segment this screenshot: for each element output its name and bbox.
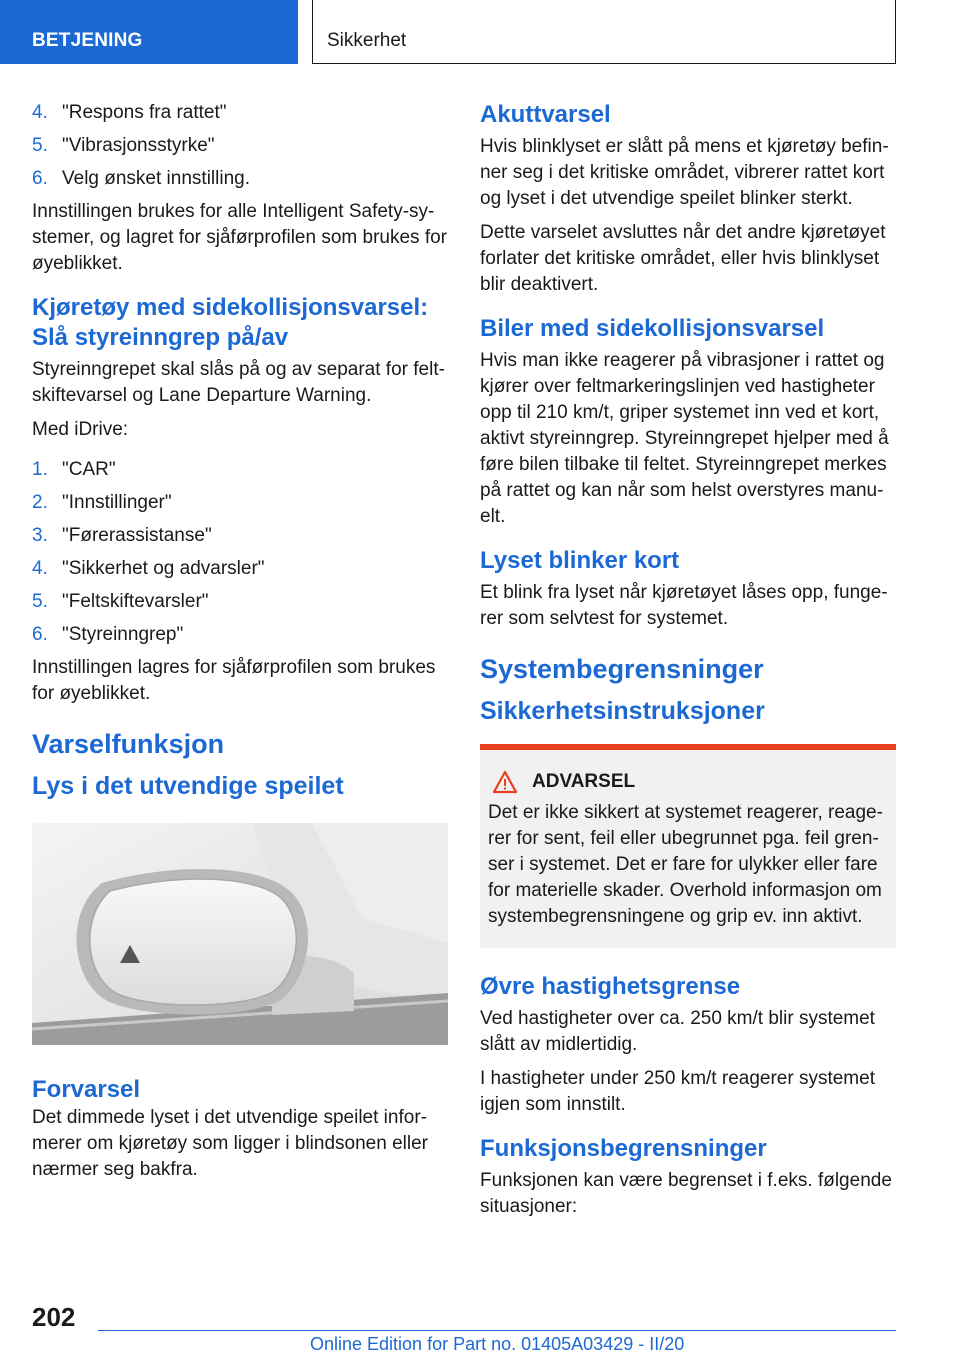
- list-item: [32, 133, 450, 159]
- section-label: BETJENING: [32, 30, 143, 51]
- chapter-title: Systembegrensninger: [480, 654, 764, 684]
- chapter-subtitle: Sikkerhetsinstruksjoner: [480, 697, 765, 725]
- paragraph: Styreinngrepet skal slås på og av separat for feltskiftevarsel og Lane Departure Warning.: [32, 359, 445, 406]
- left-column: [32, 100, 450, 1191]
- footer-divider: [98, 1330, 896, 1331]
- paragraph: Hvis blinklyset er slått på mens et kjøretøy befinner seg i det kritiske området, vibrerer rattet kort og lyset i det utvendige speilet blinker sterkt.: [480, 136, 889, 209]
- topic-tab: [312, 0, 896, 64]
- section-heading: Akuttvarsel: [480, 101, 611, 128]
- paragraph: Med iDrive:: [32, 419, 129, 440]
- paragraph: Et blink fra lyset når kjøretøyet låses opp, fungerer som selvtest for systemet.: [480, 582, 888, 629]
- section-heading: Lyset blinker kort: [480, 547, 680, 574]
- list-number: 5.: [32, 135, 48, 156]
- section-heading: Kjøretøy med sidekollisjonsvarsel: Slå styreinngrep på/av: [32, 294, 429, 351]
- paragraph: Ved hastigheter over ca. 250 km/t blir systemet slått av midlertidig.: [480, 1008, 875, 1055]
- paragraph: Innstillingen lagres for sjåførprofilen som brukes for øyeblikket.: [32, 657, 436, 704]
- list-number: 5.: [32, 591, 48, 612]
- list-text: "Sikkerhet og advarsler": [62, 558, 265, 579]
- section-heading: Funksjonsbegrensninger: [480, 1135, 767, 1162]
- page-number: 202: [32, 1302, 76, 1332]
- warning-title: ADVARSEL: [532, 771, 636, 792]
- list-text: "Styreinngrep": [62, 624, 184, 645]
- paragraph: Det dimmede lyset i det utvendige speilet informerer om kjøretøy som ligger i blindsonen eller nærmer seg bakfra.: [32, 1107, 428, 1180]
- mirror-illustration: [32, 823, 448, 1045]
- list-item: [32, 166, 450, 192]
- list-text: "Respons fra rattet": [62, 102, 227, 123]
- section-heading: Øvre hastighetsgrense: [480, 973, 741, 1000]
- list-text: "Førerassistanse": [62, 525, 212, 546]
- list-item: [32, 523, 450, 549]
- mirror-image: [32, 823, 448, 1045]
- list-number: 4.: [32, 558, 48, 579]
- warning-box: [480, 744, 896, 948]
- list-item: [32, 622, 450, 648]
- topic-label: Sikkerhet: [327, 30, 407, 51]
- paragraph: I hastigheter under 250 km/t reagerer systemet igjen som innstilt.: [480, 1068, 875, 1115]
- list-text: "CAR": [62, 459, 116, 480]
- list-number: 6.: [32, 168, 48, 189]
- list-text: "Innstillinger": [62, 492, 172, 513]
- list-text: "Feltskiftevarsler": [62, 591, 209, 612]
- list-number: 3.: [32, 525, 48, 546]
- list-item: [32, 457, 450, 483]
- paragraph: Dette varselet avsluttes når det andre kjøretøyet forlater det kritiske området, eller hvis blinklyset blir deaktivert.: [480, 222, 886, 295]
- list-item: [32, 556, 450, 582]
- warning-header: [488, 770, 888, 794]
- section-tab: [0, 0, 298, 64]
- edition-link[interactable]: Online Edition for Part no. 01405A03429 - II/20: [310, 1334, 685, 1354]
- paragraph: Funksjonen kan være begrenset i f.eks. følgende situasjoner:: [480, 1170, 892, 1217]
- paragraph: Hvis man ikke reagerer på vibrasjoner i rattet og kjører over feltmarkeringslinjen ved hastigheter opp til 210 km/t, griper systemet inn ved et kort, aktivt styreinngrep. Styreinngrepet hjelper med å føre bilen tilbake til feltet. Styreinngrepet merkes på rattet og kan når som helst overstyres manuelt.: [480, 350, 889, 527]
- list-number: 6.: [32, 624, 48, 645]
- list-item: [32, 490, 450, 516]
- right-column: [480, 100, 896, 1228]
- list-number: 4.: [32, 102, 48, 123]
- settings-list-2: [32, 457, 450, 648]
- section-heading: Forvarsel: [32, 1076, 141, 1103]
- list-number: 1.: [32, 459, 48, 480]
- chapter-title: Varselfunksjon: [32, 729, 225, 759]
- settings-list-1: [32, 100, 450, 192]
- warning-icon: [492, 770, 518, 794]
- chapter-subtitle: Lys i det utvendige speilet: [32, 772, 344, 800]
- list-text: Velg ønsket innstilling.: [62, 168, 250, 189]
- list-item: [32, 589, 450, 615]
- section-heading: Biler med sidekollisjonsvarsel: [480, 315, 825, 342]
- list-text: "Vibrasjonsstyrke": [62, 135, 215, 156]
- warning-text: Det er ikke sikkert at systemet reagerer, reagerer for sent, feil eller ubegrunnet pga. feil grenser i systemet. Det er fare for ulykker eller fare for materielle skader. Overhold informasjon om systembegrensningene og grip ev. inn aktivt.: [488, 802, 883, 927]
- paragraph: Innstillingen brukes for alle Intelligent Safety-systemer, og lagret for sjåførprofilen som brukes for øyeblikket.: [32, 201, 447, 274]
- list-number: 2.: [32, 492, 48, 513]
- list-item: [32, 100, 450, 126]
